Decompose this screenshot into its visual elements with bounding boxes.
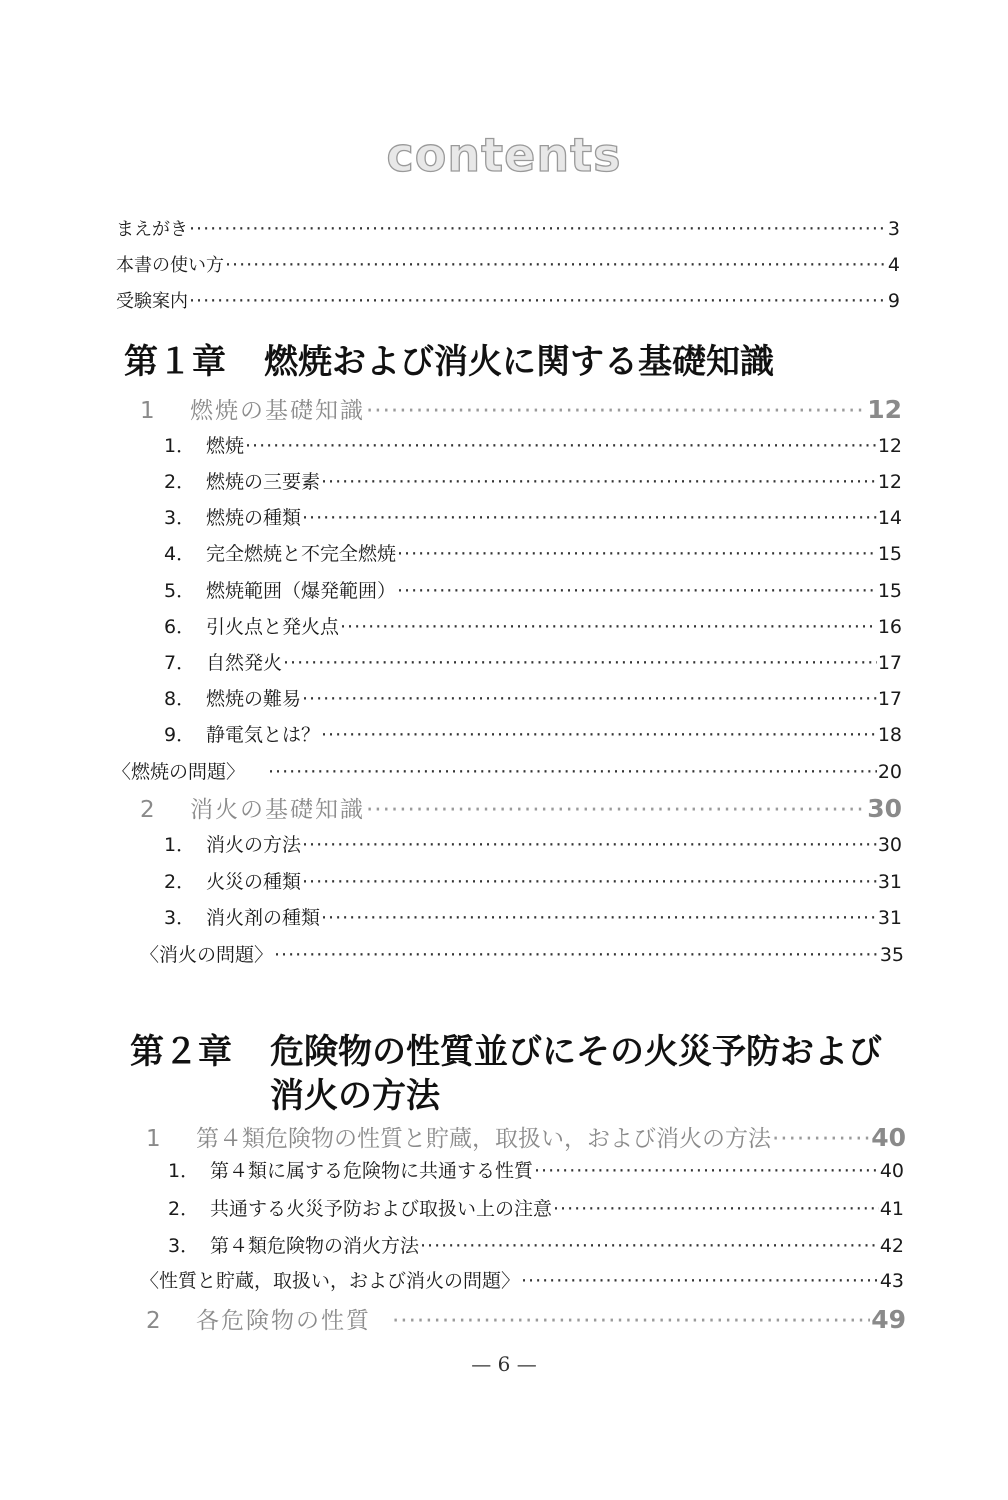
toc-page-number: 12 <box>877 435 902 457</box>
toc-label: 共通する火災予防および取扱い上の注意 <box>210 1198 553 1220</box>
dot-leader <box>225 250 887 280</box>
toc-label: 第４類危険物の消火方法 <box>210 1235 420 1257</box>
dot-leader <box>274 940 879 970</box>
page-number-footer: — 6 — <box>471 1352 537 1376</box>
section-label: 各危険物の性質 <box>196 1308 371 1334</box>
item-number: 3． <box>164 907 196 929</box>
dot-leader <box>189 214 887 244</box>
toc-label: 〈燃焼の問題〉 <box>112 761 246 783</box>
section-number: 1 <box>146 1126 161 1152</box>
toc-item[interactable] <box>164 830 902 860</box>
section-label: 第４類危険物の性質と貯蔵，取扱い，および消火の方法 <box>196 1126 771 1152</box>
section-label: 消火の基礎知識 <box>190 797 365 823</box>
toc-item[interactable] <box>168 1156 904 1186</box>
chapter-2-heading[interactable] <box>130 1024 882 1073</box>
toc-item[interactable] <box>164 903 902 933</box>
toc-section-each-hazard[interactable] <box>146 1302 906 1338</box>
toc-item[interactable] <box>164 539 902 569</box>
toc-label: 燃焼 <box>206 435 245 457</box>
item-number: 5． <box>164 580 196 602</box>
toc-page-number: 9 <box>887 290 900 312</box>
toc-item[interactable] <box>164 467 902 497</box>
toc-label: 引火点と発火点 <box>206 616 340 638</box>
toc-questions-combustion[interactable] <box>112 757 902 787</box>
contents-title: contents <box>386 128 622 182</box>
toc-item[interactable] <box>164 720 902 750</box>
dot-leader <box>397 539 877 569</box>
item-number: 1． <box>164 435 196 457</box>
toc-label: 自然発火 <box>206 652 283 674</box>
section-number: 2 <box>146 1308 161 1334</box>
toc-label: 〈消火の問題〉 <box>140 944 274 966</box>
dot-leader <box>302 503 877 533</box>
toc-questions-extinguishing[interactable] <box>140 940 904 970</box>
toc-label: まえがき <box>116 219 188 240</box>
toc-page-number: 42 <box>879 1235 904 1257</box>
toc-item[interactable] <box>168 1194 904 1224</box>
dot-leader <box>302 867 877 897</box>
dot-leader <box>392 1303 870 1339</box>
toc-label: 消火の方法 <box>206 834 302 856</box>
item-number: 3． <box>164 507 196 529</box>
dot-leader <box>420 1231 879 1261</box>
toc-item[interactable] <box>168 1231 904 1261</box>
chapter-title: 燃焼および消火に関する基礎知識 <box>264 342 774 382</box>
toc-entry-exam-guide[interactable] <box>116 286 900 316</box>
toc-section-extinguishing[interactable] <box>140 791 902 827</box>
dot-leader <box>245 431 877 461</box>
toc-label: 燃焼範囲（爆発範囲） <box>206 580 397 602</box>
toc-page-number: 49 <box>871 1305 906 1334</box>
toc-item[interactable] <box>164 867 902 897</box>
toc-page-number: 12 <box>877 471 902 493</box>
toc-item[interactable] <box>164 431 902 461</box>
dot-leader <box>189 286 887 316</box>
chapter-1-heading[interactable] <box>124 334 774 383</box>
dot-leader <box>366 792 866 828</box>
dot-leader <box>366 393 866 429</box>
toc-page-number: 12 <box>867 395 902 424</box>
toc-label: 燃焼の種類 <box>206 507 302 529</box>
item-number: 1． <box>168 1160 200 1182</box>
toc-entry-preface[interactable] <box>116 214 900 244</box>
toc-page-number: 40 <box>871 1123 906 1152</box>
toc-section-combustion[interactable] <box>140 392 902 428</box>
dot-leader <box>772 1121 870 1157</box>
toc-label: 〈性質と貯蔵，取扱い，および消火の問題〉 <box>140 1270 521 1292</box>
dot-leader <box>283 648 877 678</box>
item-number: 2． <box>164 471 196 493</box>
dot-leader <box>268 757 877 787</box>
toc-item[interactable] <box>164 684 902 714</box>
toc-page-number: 17 <box>877 688 902 710</box>
toc-page-number: 15 <box>877 580 902 602</box>
item-number: 9． <box>164 724 196 746</box>
toc-item[interactable] <box>164 576 902 606</box>
toc-page-number: 3 <box>887 218 900 240</box>
dot-leader <box>321 467 877 497</box>
toc-page-number: 20 <box>877 761 902 783</box>
toc-label: 受験案内 <box>116 291 188 312</box>
item-number: 2． <box>164 871 196 893</box>
toc-page-number: 43 <box>879 1270 904 1292</box>
chapter-number: 第２章 <box>130 1032 232 1072</box>
toc-item[interactable] <box>164 503 902 533</box>
dot-leader <box>534 1156 879 1186</box>
toc-item[interactable] <box>164 648 902 678</box>
dot-leader <box>397 576 877 606</box>
chapter-number: 第１章 <box>124 342 226 382</box>
toc-page-number: 40 <box>879 1160 904 1182</box>
item-number: 2． <box>168 1198 200 1220</box>
toc-questions-class4[interactable] <box>140 1266 904 1296</box>
toc-page-number: 14 <box>877 507 902 529</box>
toc-page-number: 35 <box>879 944 904 966</box>
item-number: 6． <box>164 616 196 638</box>
dot-leader <box>321 903 877 933</box>
chapter-title-line-1: 危険物の性質並びにその火災予防および <box>270 1032 882 1072</box>
toc-section-class4[interactable] <box>146 1120 906 1156</box>
toc-page-number: 31 <box>877 907 902 929</box>
toc-page-number: 41 <box>879 1198 904 1220</box>
toc-page-number: 16 <box>877 616 902 638</box>
dot-leader <box>302 830 877 860</box>
section-number: 1 <box>140 398 155 424</box>
toc-page-number: 30 <box>867 794 902 823</box>
toc-label: 燃焼の難易 <box>206 688 302 710</box>
section-label: 燃焼の基礎知識 <box>190 398 365 424</box>
dot-leader <box>302 684 877 714</box>
toc-item[interactable] <box>164 612 902 642</box>
toc-page-number: 17 <box>877 652 902 674</box>
section-number: 2 <box>140 797 155 823</box>
toc-label: 消火剤の種類 <box>206 907 321 929</box>
toc-label: 燃焼の三要素 <box>206 471 321 493</box>
toc-label: 火災の種類 <box>206 871 302 893</box>
toc-page-number: 31 <box>877 871 902 893</box>
item-number: 7． <box>164 652 196 674</box>
dot-leader <box>321 720 877 750</box>
toc-label: 静電気とは？ <box>206 724 321 746</box>
dot-leader <box>340 612 877 642</box>
item-number: 3． <box>168 1235 200 1257</box>
item-number: 1． <box>164 834 196 856</box>
chapter-title-line-2: 消火の方法 <box>270 1076 440 1116</box>
toc-page-number: 15 <box>877 543 902 565</box>
toc-label: 完全燃焼と不完全燃焼 <box>206 543 397 565</box>
dot-leader <box>521 1266 879 1296</box>
toc-page-number: 4 <box>887 254 900 276</box>
toc-page-number: 30 <box>877 834 902 856</box>
item-number: 4． <box>164 543 196 565</box>
toc-label: 第４類に属する危険物に共通する性質 <box>210 1160 534 1182</box>
dot-leader <box>553 1194 879 1224</box>
toc-label: 本書の使い方 <box>116 255 224 276</box>
toc-entry-how-to-use[interactable] <box>116 250 900 280</box>
item-number: 8． <box>164 688 196 710</box>
toc-page-number: 18 <box>877 724 902 746</box>
